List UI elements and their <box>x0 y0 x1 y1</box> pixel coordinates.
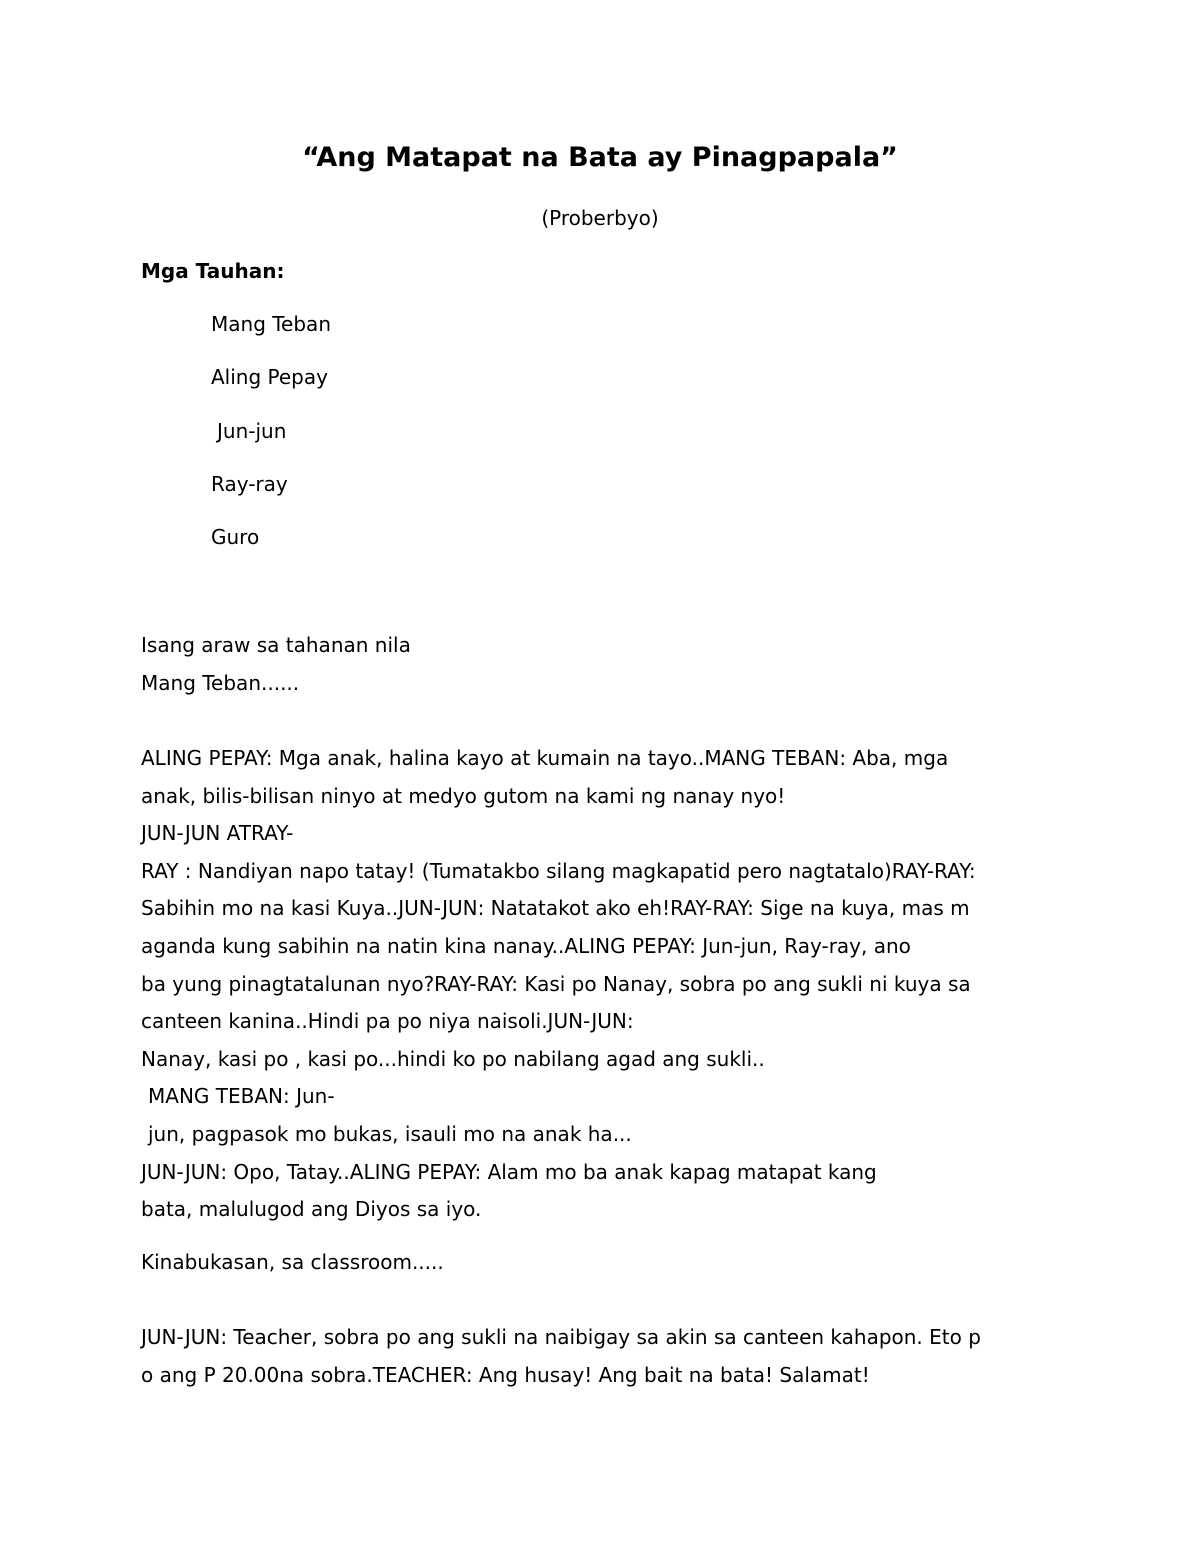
cast-item-guro: Guro <box>211 525 260 550</box>
classroom-line: o ang P 20.00na sobra.TEACHER: Ang husay! Ang bait na bata! Salamat! <box>141 1362 870 1387</box>
dialogue-line: MANG TEBAN: Jun- <box>148 1084 335 1109</box>
dialogue-line: bata, malulugod ang Diyos sa iyo. <box>141 1197 482 1222</box>
next-day-line: Kinabukasan, sa classroom..... <box>141 1250 444 1274</box>
dialogue-paragraph <box>141 744 1081 1233</box>
dialogue-line: ALING PEPAY: Mga anak, halina kayo at kumain na tayo..MANG TEBAN: Aba, mga <box>141 746 949 770</box>
document-title: “Ang Matapat na Bata ay Pinagpapala” <box>302 142 898 173</box>
dialogue-line: jun, pagpasok mo bukas, isauli mo na anak ha... <box>148 1121 632 1146</box>
cast-item-ray-ray: Ray-ray <box>211 471 288 496</box>
dialogue-line: Sabihin mo na kasi Kuya..JUN-JUN: Natatakot ako eh!RAY-RAY: Sige na kuya, mas m <box>141 896 970 921</box>
dialogue-line: aganda kung sabihin na natin kina nanay..ALING PEPAY: Jun-jun, Ray-ray, ano <box>141 933 911 958</box>
cast-heading: Mga Tauhan: <box>141 259 285 283</box>
dialogue-line: anak, bilis-bilisan ninyo at medyo gutom na kami ng nanay nyo! <box>141 783 786 808</box>
next-day-paragraph <box>141 1248 1081 1286</box>
dialogue-line: canteen kanina..Hindi pa po niya naisoli.JUN-JUN: <box>141 1009 634 1034</box>
document-subtitle: (Proberbyo) <box>541 206 659 230</box>
intro-line: Mang Teban...... <box>141 670 300 695</box>
dialogue-line: RAY : Nandiyan napo tatay! (Tumatakbo silang magkapatid pero nagtatalo)RAY-RAY: <box>141 858 976 883</box>
dialogue-line: JUN-JUN ATRAY- <box>141 821 294 846</box>
cast-item-mang-teban: Mang Teban <box>211 312 331 336</box>
cast-list <box>211 310 331 576</box>
dialogue-line: Nanay, kasi po , kasi po...hindi ko po nabilang agad ang sukli.. <box>141 1046 765 1071</box>
classroom-line: JUN-JUN: Teacher, sobra po ang sukli na naibigay sa akin sa canteen kahapon. Eto p <box>141 1325 981 1349</box>
classroom-paragraph <box>141 1323 1081 1398</box>
cast-item-jun-jun: Jun-jun <box>217 418 287 443</box>
cast-item-aling-pepay: Aling Pepay <box>211 365 328 390</box>
dialogue-line: JUN-JUN: Opo, Tatay..ALING PEPAY: Alam mo ba anak kapag matapat kang <box>141 1159 877 1184</box>
dialogue-line: ba yung pinagtatalunan nyo?RAY-RAY: Kasi po Nanay, sobra po ang sukli ni kuya sa <box>141 971 971 996</box>
intro-paragraph <box>141 631 1081 706</box>
intro-line: Isang araw sa tahanan nila <box>141 633 411 657</box>
